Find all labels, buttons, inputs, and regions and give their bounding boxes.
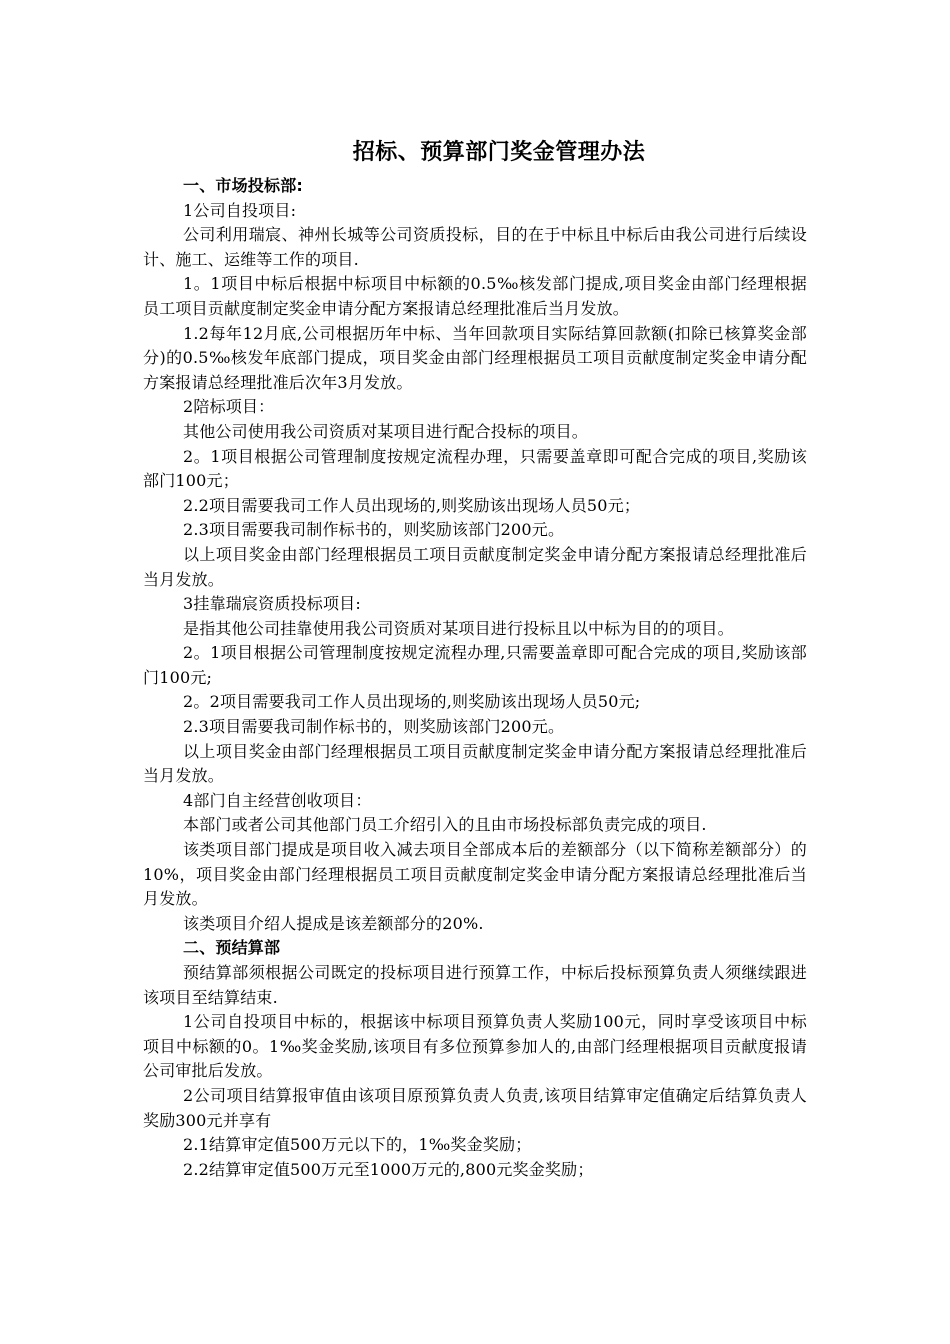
- paragraph: 公司利用瑞宸、神州长城等公司资质投标，目的在于中标且中标后由我公司进行后续设计、施工、运维等工作的项目.: [143, 225, 807, 269]
- paragraph: 该类项目介绍人提成是该差额部分的20%.: [183, 913, 484, 933]
- paragraph: 4部门自主经营创收项目：: [183, 790, 372, 810]
- paragraph: 2陪标项目：: [183, 397, 275, 417]
- paragraph: 是指其他公司挂靠使用我公司资质对某项目进行投标且以中标为目的的项目。: [183, 618, 734, 638]
- paragraph: 本部门或者公司其他部门员工介绍引入的且由市场投标部负责完成的项目.: [183, 815, 707, 835]
- paragraph: 2公司项目结算报审值由该项目原预算负责人负责,该项目结算审定值确定后结算负责人奖励300元并享有: [143, 1085, 807, 1130]
- paragraph: 1公司自投项目:: [183, 200, 297, 220]
- paragraph: 2。1项目根据公司管理制度按规定流程办理，只需要盖章即可配合完成的项目,奖励该部门100元；: [143, 446, 807, 491]
- section-heading: 二、预结算部: [183, 938, 281, 958]
- paragraph: 2。1项目根据公司管理制度按规定流程办理,只需要盖章即可配合完成的项目,奖励该部门100元;: [143, 643, 807, 687]
- paragraph: 2.2结算审定值500万元至1000万元的,800元奖金奖励；: [183, 1159, 594, 1179]
- paragraph: 1。1项目中标后根据中标项目中标额的0.5‰核发部门提成,项目奖金由部门经理根据员工项目贡献度制定奖金申请分配方案报请总经理批准后当月发放。: [143, 274, 807, 318]
- paragraph: 2.2项目需要我司工作人员出现场的,则奖励该出现场人员50元；: [183, 495, 641, 515]
- paragraph: 1.2每年12月底,公司根据历年中标、当年回款项目实际结算回款额(扣除已核算奖金部分)的0.5‰核发年底部门提成，项目奖金由部门经理根据员工项目贡献度制定奖金申请分配方案报请总经理批准后次年3月发放。: [143, 323, 807, 392]
- document-body: [143, 136, 807, 1182]
- paragraph: 预结算部须根据公司既定的投标项目进行预算工作，中标后投标预算负责人须继续跟进该项目至结算结束.: [143, 963, 807, 1007]
- paragraph: 以上项目奖金由部门经理根据员工项目贡献度制定奖金申请分配方案报请总经理批准后当月发放。: [143, 741, 807, 786]
- paragraph: 其他公司使用我公司资质对某项目进行配合投标的项目。: [183, 421, 589, 441]
- paragraph: 2.1结算审定值500万元以下的，1‰奖金奖励；: [183, 1135, 532, 1155]
- paragraph: 1公司自投项目中标的，根据该中标项目预算负责人奖励100元，同时享受该项目中标项目中标额的0。1‰奖金奖励,该项目有多位预算参加人的,由部门经理根据项目贡献度报请公司审批后发放。: [143, 1012, 807, 1081]
- document-title: 招标、预算部门奖金管理办法: [352, 140, 646, 165]
- paragraph: 该类项目部门提成是项目收入减去项目全部成本后的差额部分（以下简称差额部分）的10%，项目奖金由部门经理根据员工项目贡献度制定奖金申请分配方案报请总经理批准后当月发放。: [143, 840, 807, 909]
- paragraph: 2.3项目需要我司制作标书的，则奖励该部门200元。: [183, 717, 565, 737]
- section-heading: 一、市场投标部:: [183, 176, 303, 195]
- paragraph: 2.3项目需要我司制作标书的，则奖励该部门200元。: [183, 520, 565, 540]
- paragraph-list: [143, 174, 807, 1182]
- paragraph: 3挂靠瑞宸资质投标项目:: [183, 594, 361, 614]
- paragraph: 2。2项目需要我司工作人员出现场的,则奖励该出现场人员50元;: [183, 692, 641, 712]
- paragraph: 以上项目奖金由部门经理根据员工项目贡献度制定奖金申请分配方案报请总经理批准后当月发放。: [143, 544, 807, 589]
